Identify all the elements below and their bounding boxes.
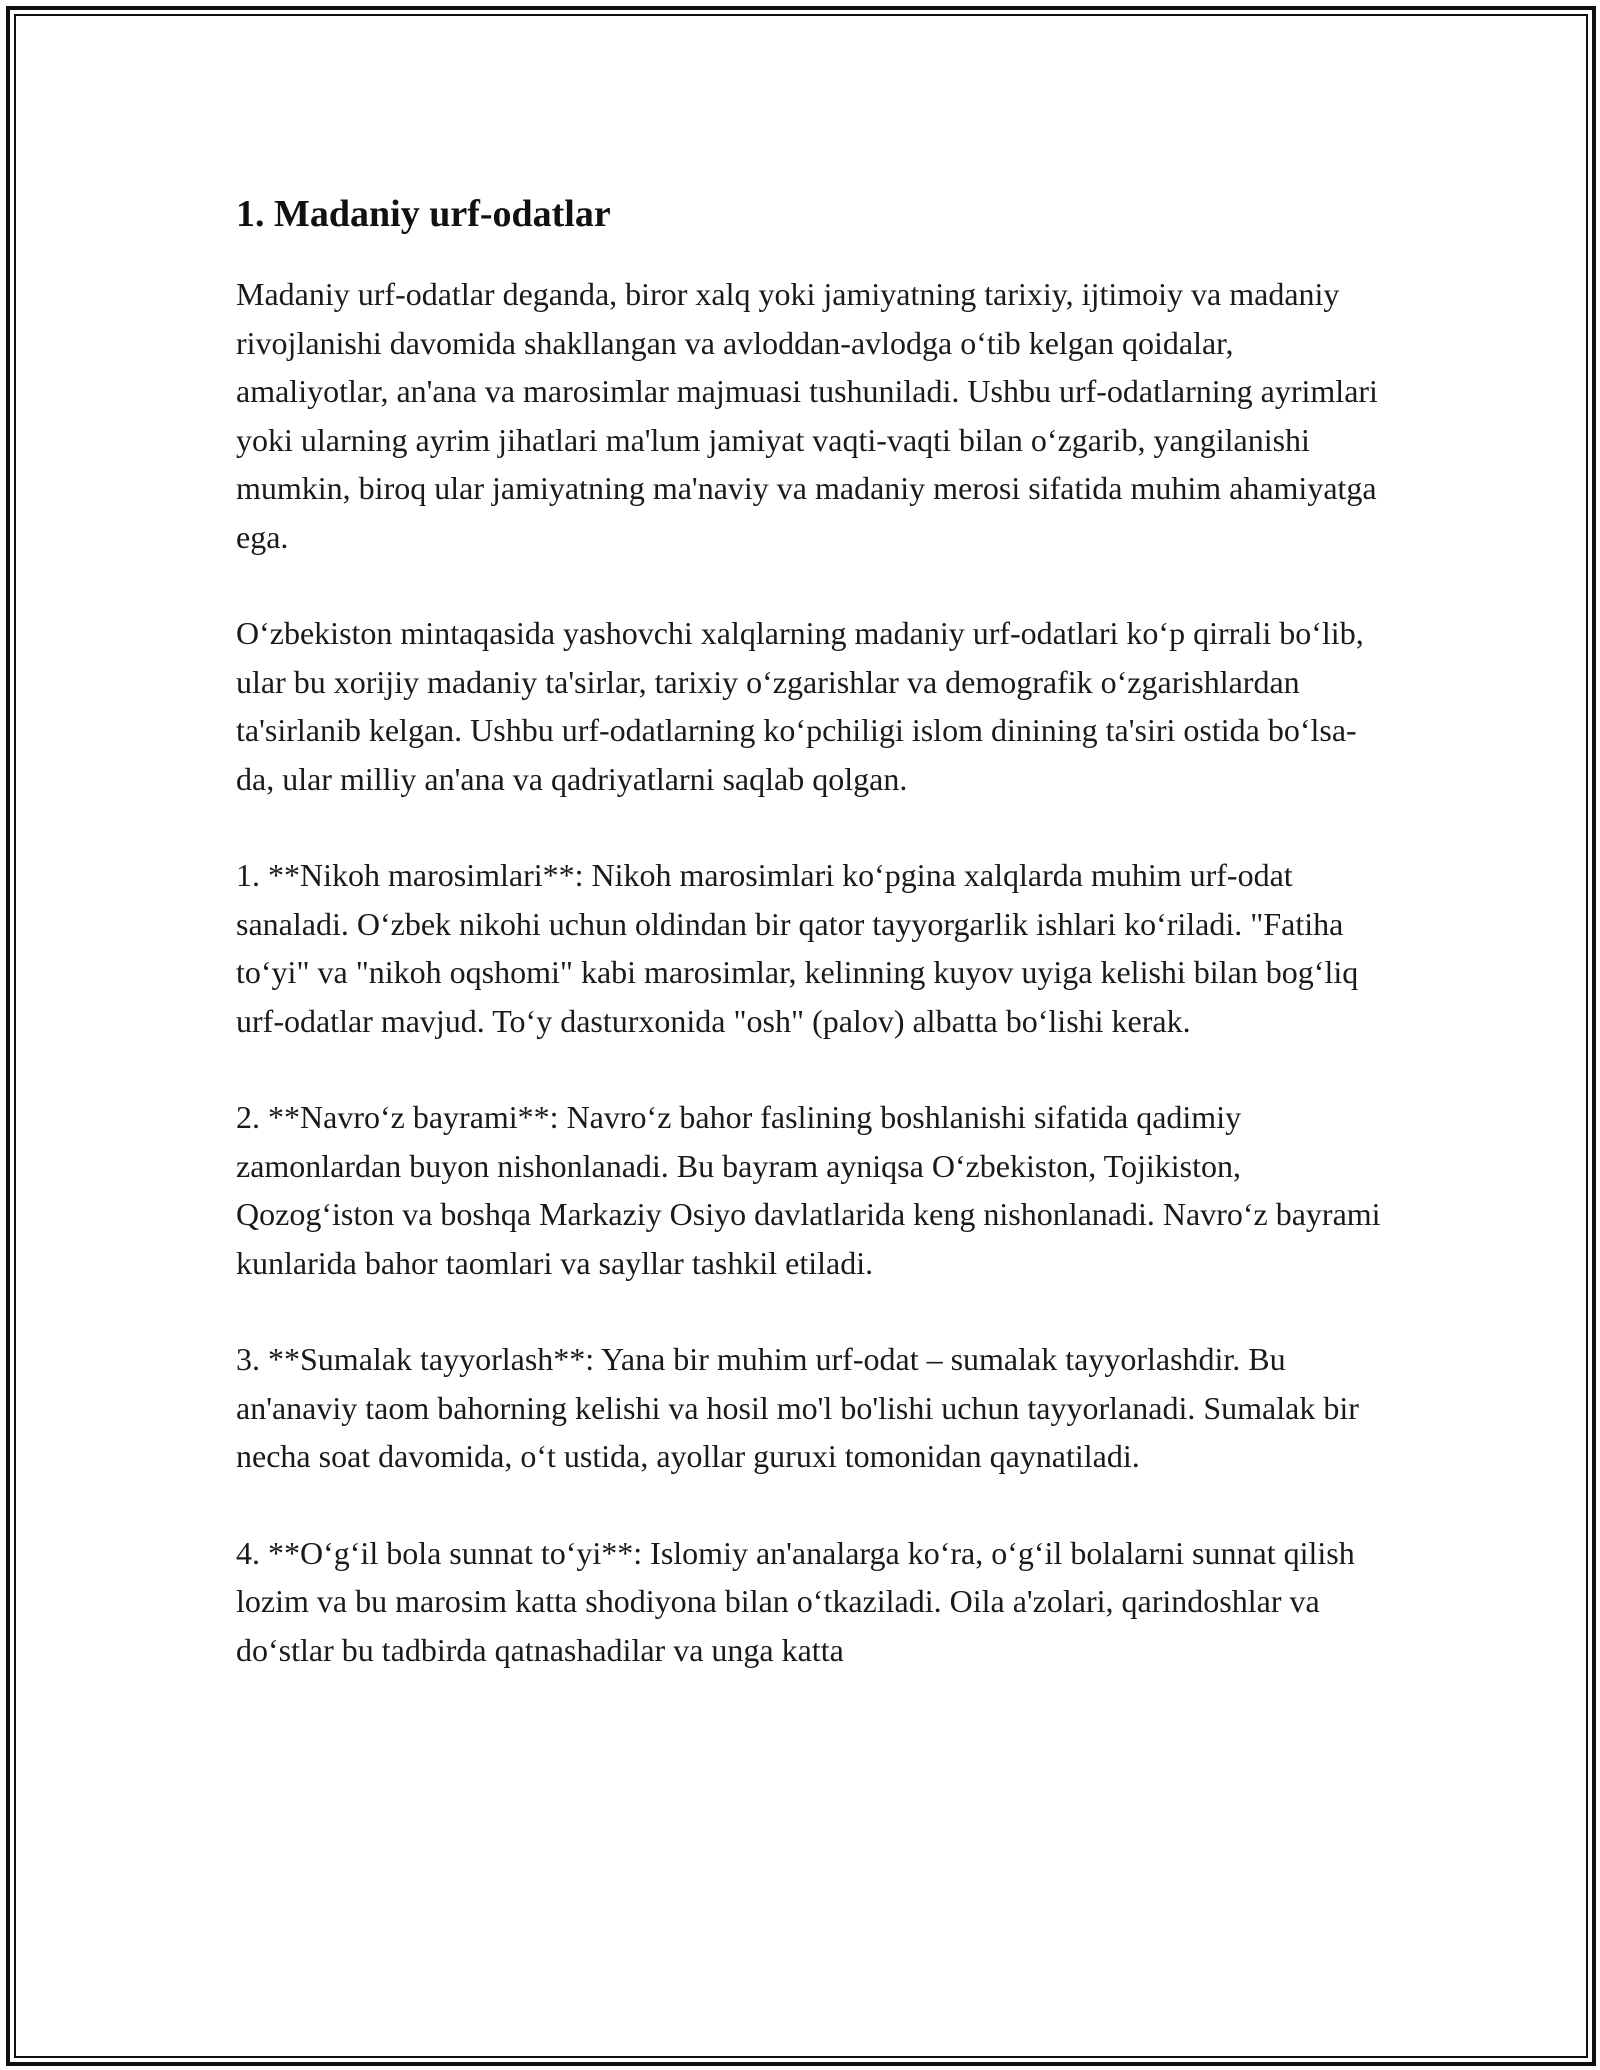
paragraph-intro: Madaniy urf-odatlar deganda, biror xalq yoki jamiyatning tarixiy, ijtimoiy va madaniy rivojlanishi davomida shakllangan va avloddan-avlodga oʻtib kelgan qoidalar, amaliyotlar, an'ana va marosimlar majmuasi tushuniladi. Ushbu urf-odatlarning ayrimlari yoki ularning ayrim jihatlari ma'lum jamiyat vaqti-vaqti bilan oʻzgarib, yangilanishi mumkin, biroq ular jamiyatning ma'naviy va madaniy merosi sifatida muhim ahamiyatga ega.	[236, 276, 1378, 555]
paragraph-item-4: 4. **Oʻgʻil bola sunnat toʻyi**: Islomiy an'analarga koʻra, oʻgʻil bolalarni sunnat qilish lozim va bu marosim katta shodiyona bilan oʻtkaziladi. Oila a'zolari, qarindoshlar va doʻstlar bu tadbirda qatnashadilar va unga katta	[236, 1534, 1355, 1668]
section-heading: 1. Madaniy urf-odatlar	[236, 193, 611, 235]
paragraph-uzbekistan: Oʻzbekiston mintaqasida yashovchi xalqlarning madaniy urf-odatlari koʻp qirrali boʻlib, ular bu xorijiy madaniy ta'sirlar, tarixiy oʻzgarishlar va demografik oʻzgarishlardan ta'sirlanib kelgan. Ushbu urf-odatlarning koʻpchiligi islom dinining ta'siri ostida boʻlsa-da, ular milliy an'ana va qadriyatlarni saqlab qolgan.	[236, 615, 1364, 797]
document-body	[236, 188, 1386, 1722]
paragraph-item-1: 1. **Nikoh marosimlari**: Nikoh marosimlari koʻpgina xalqlarda muhim urf-odat sanaladi. Oʻzbek nikohi uchun oldindan bir qator tayyorgarlik ishlari koʻriladi. "Fatiha toʻyi" va "nikoh oqshomi" kabi marosimlar, kelinning kuyov uyiga kelishi bilan bogʻliq urf-odatlar mavjud. Toʻy dasturxonida "osh" (palov) albatta boʻlishi kerak.	[236, 857, 1359, 1039]
paragraph-item-3: 3. **Sumalak tayyorlash**: Yana bir muhim urf-odat – sumalak tayyorlashdir. Bu an'anaviy taom bahorning kelishi va hosil mo'l bo'lishi uchun tayyorlanadi. Sumalak bir necha soat davomida, oʻt ustida, ayollar guruxi tomonidan qaynatiladi.	[236, 1341, 1359, 1474]
paragraph-item-2: 2. **Navroʻz bayrami**: Navroʻz bahor faslining boshlanishi sifatida qadimiy zamonlardan buyon nishonlanadi. Bu bayram ayniqsa Oʻzbekiston, Tojikiston, Qozogʻiston va boshqa Markaziy Osiyo davlatlarida keng nishonlanadi. Navroʻz bayrami kunlarida bahor taomlari va sayllar tashkil etiladi.	[236, 1099, 1381, 1281]
